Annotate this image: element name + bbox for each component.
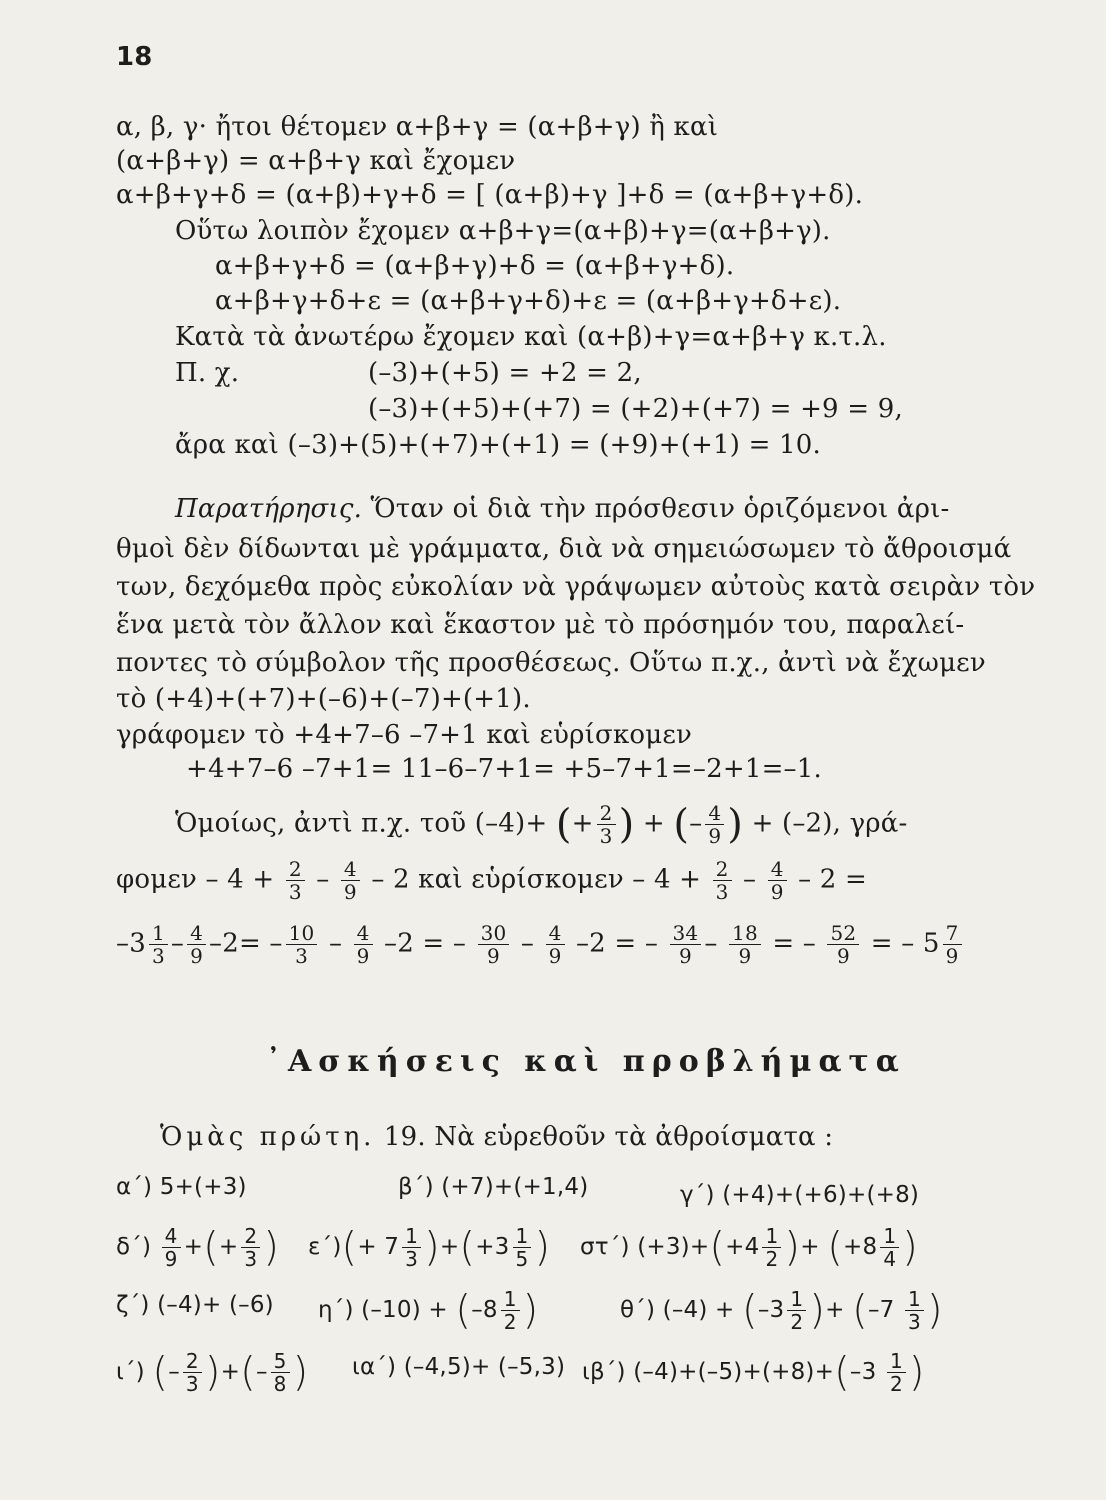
exercise-e: ε΄)(+ 7 $\frac{1}{3}$ )+(+3 $\frac{1}{5}$ )	[308, 1224, 551, 1271]
section-heading: ᾿Ασκήσεις καὶ προβλήματα	[266, 1044, 906, 1079]
open-paren: (	[203, 1224, 219, 1271]
group-label: Ὁμὰς πρώτη.	[160, 1122, 376, 1152]
similar-text: – 2 =	[798, 864, 867, 895]
open-paren: (	[709, 1224, 726, 1271]
similar-text: φομεν – 4 +	[116, 864, 275, 895]
exercise-c: γ΄) (+4)+(+6)+(+8)	[680, 1182, 920, 1208]
similar-text: Ὁμοίως, ἀντὶ π.χ. τοῦ (–4)+	[175, 808, 548, 839]
text-line: ἄρα καὶ (–3)+(5)+(+7)+(+1) = (+9)+(+1) = 10.	[175, 430, 821, 460]
close-paren: )	[727, 801, 744, 848]
exercise-label: θ΄) (–4) +	[620, 1297, 735, 1323]
close-paren: )	[902, 1224, 919, 1271]
exercise-a: α΄) 5+(+3)	[116, 1174, 247, 1200]
remark-text: Ὅταν οἱ διὰ τὴν πρόσθεσιν ὁριζόμενοι ἀρι-	[362, 494, 950, 524]
text-line: (–3)+(+5)+(+7) = (+2)+(+7) = +9 = 9,	[368, 394, 903, 424]
close-paren: )	[292, 1349, 309, 1396]
fraction: $\frac{4}{9}$	[187, 922, 206, 967]
exercise-ia: ια΄) (–4,5)+ (–5,3)	[352, 1354, 566, 1380]
remark-line: ἕνα μετὰ τὸν ἄλλον καὶ ἕκαστον μὲ τὸ πρόσημόν του, παραλεί-	[116, 610, 965, 640]
fraction: $\frac{2}{3}$	[597, 802, 616, 847]
fraction: $\frac{1}{2}$	[762, 1225, 781, 1270]
fraction: $\frac{2}{3}$	[713, 858, 732, 903]
fraction: $\frac{52}{9}$	[827, 922, 859, 967]
close-paren: )	[618, 801, 635, 848]
exercise-label: ι΄)	[116, 1359, 145, 1385]
close-paren: )	[784, 1224, 801, 1271]
fraction: $\frac{2}{3}$	[241, 1225, 260, 1270]
page-number: 18	[116, 42, 153, 72]
fraction: $\frac{2}{3}$	[183, 1350, 202, 1395]
open-paren: (	[459, 1224, 476, 1271]
exercise-label: ε΄)	[308, 1234, 342, 1260]
fraction: $\frac{4}{9}$	[162, 1225, 181, 1270]
fraction: $\frac{7}{9}$	[943, 922, 962, 967]
open-paren: (	[152, 1349, 169, 1396]
text-line: (α+β+γ) = α+β+γ καὶ ἔχομεν	[116, 146, 516, 176]
fraction: $\frac{2}{3}$	[286, 858, 305, 903]
exercise-ib: ιβ΄) (–4)+(–5)+(+8)+(–3 $\frac{1}{2}$ )	[582, 1349, 925, 1396]
similar-line: Ὁμοίως, ἀντὶ π.χ. τοῦ (–4)+ (+ $\frac{2}{3}$ ) + (– $\frac{4}{9}$ ) + (–2), γρά-	[175, 801, 908, 848]
group-line	[160, 1120, 833, 1154]
text-line: Οὕτω λοιπὸν ἔχομεν α+β+γ=(α+β)+γ=(α+β+γ).	[175, 216, 831, 246]
fraction: $\frac{1}{3}$	[402, 1225, 421, 1270]
similar-text: – 2 καὶ εὑρίσκομεν – 4 +	[371, 864, 702, 895]
fraction: $\frac{4}{9}$	[354, 922, 373, 967]
exercise-d: δ΄) $\frac{4}{9}$ +(+ $\frac{2}{3}$ )	[116, 1224, 280, 1271]
text-line: Κατὰ τὰ ἀνωτέρω ἔχομεν καὶ (α+β)+γ=α+β+γ κ.τ.λ.	[175, 322, 887, 352]
exercise-h: η΄) (–10) + (–8 $\frac{1}{2}$ )	[318, 1287, 539, 1334]
open-paren: (	[341, 1224, 358, 1271]
close-paren: )	[522, 1287, 539, 1334]
remark-line: +4+7–6 –7+1= 11–6–7+1= +5–7+1=–2+1=–1.	[186, 754, 822, 784]
exercise-i: ι΄) (– $\frac{2}{3}$ )+(– $\frac{5}{8}$ )	[116, 1349, 309, 1396]
fraction: $\frac{4}{9}$	[768, 858, 787, 903]
similar-line: φομεν – 4 + $\frac{2}{3}$ – $\frac{4}{9}$ – 2 καὶ εὑρίσκομεν – 4 + $\frac{2}{3}$ – $\frac{4}{9}$ – 2 =	[116, 857, 867, 904]
exercise-label: στ΄) (+3)+	[580, 1234, 710, 1260]
example-label: Π. χ.	[175, 358, 240, 388]
close-paren: )	[424, 1224, 440, 1271]
open-paren: (	[742, 1287, 758, 1334]
remark-line: των, δεχόμεθα πρὸς εὐκολίαν νὰ γράψωμεν αὐτοὺς κατὰ σειρὰν τὸν	[116, 572, 1036, 602]
close-paren: )	[204, 1349, 221, 1396]
fraction: $\frac{1}{4}$	[880, 1225, 899, 1270]
group-text: 19. Νὰ εὑρεθοῦν τὰ ἀθροίσματα :	[375, 1122, 834, 1152]
fraction: $\frac{4}{9}$	[341, 858, 360, 903]
exercise-label: ιβ΄) (–4)+(–5)+(+8)+	[582, 1359, 835, 1385]
fraction: $\frac{1}{2}$	[501, 1288, 520, 1333]
fraction: $\frac{30}{9}$	[478, 922, 510, 967]
fraction: $\frac{1}{3}$	[905, 1288, 924, 1333]
remark-label: Παρατήρησις.	[175, 494, 363, 524]
text-line: (–3)+(+5) = +2 = 2,	[368, 358, 642, 388]
exercise-label: δ΄)	[116, 1234, 152, 1260]
text-line: α, β, γ· ἤτοι θέτομεν α+β+γ = (α+β+γ) ἢ καὶ	[116, 112, 719, 142]
text-line: α+β+γ+δ = (α+β)+γ+δ = [ (α+β)+γ ]+δ = (α+β+γ+δ).	[116, 180, 864, 210]
close-paren: )	[534, 1224, 551, 1271]
open-paren: (	[827, 1224, 844, 1271]
similar-text: + (–2), γρά-	[751, 808, 908, 839]
calculation-line: –3 $\frac{1}{3}$ – $\frac{4}{9}$ –2= – $\frac{10}{3}$ – $\frac{4}{9}$ –2 = – $\frac{30}{9}$ – $\frac{4}{9}$ –2 = – $\frac{34}{9}$ – $\frac{18}{9}$ = – $\frac{52}{9}$ = – 5 $\frac{7}{9}$	[116, 922, 965, 967]
fraction: $\frac{1}{2}$	[887, 1350, 906, 1395]
open-paren: (	[673, 801, 690, 848]
remark-line: γράφομεν τὸ +4+7–6 –7+1 καὶ εὑρίσκομεν	[116, 720, 693, 750]
exercise-z: ζ΄) (–4)+ (–6)	[116, 1292, 274, 1318]
close-paren: )	[809, 1287, 826, 1334]
remark-line: θμοὶ δὲν δίδωνται μὲ γράμματα, διὰ νὰ σημειώσωμεν τὸ ἄθροισμά	[116, 534, 1012, 564]
fraction: $\frac{1}{2}$	[787, 1288, 806, 1333]
fraction: $\frac{4}{9}$	[546, 922, 565, 967]
remark-line: τὸ (+4)+(+7)+(–6)+(–7)+(+1).	[116, 684, 531, 714]
open-paren: (	[555, 801, 572, 848]
close-paren: )	[263, 1224, 280, 1271]
open-paren: (	[240, 1349, 256, 1396]
fraction: $\frac{34}{9}$	[670, 922, 702, 967]
open-paren: (	[834, 1349, 850, 1396]
exercise-b: β΄) (+7)+(+1,4)	[398, 1174, 589, 1200]
exercise-label: η΄) (–10) +	[318, 1297, 448, 1323]
similar-text: +	[642, 808, 665, 839]
fraction: $\frac{1}{5}$	[513, 1225, 532, 1270]
open-paren: (	[455, 1287, 472, 1334]
fraction: $\frac{18}{9}$	[729, 922, 761, 967]
remark-line: ποντες τὸ σύμβολον τῆς προσθέσεως. Οὕτω π.χ., ἀντὶ νὰ ἔχωμεν	[116, 648, 986, 678]
text-line: α+β+γ+δ = (α+β+γ)+δ = (α+β+γ+δ).	[215, 251, 735, 281]
close-paren: )	[926, 1287, 943, 1334]
exercise-th: θ΄) (–4) + (–3 $\frac{1}{2}$ )+ (–7 $\frac{1}{3}$ )	[620, 1287, 943, 1334]
fraction: $\frac{1}{3}$	[149, 922, 168, 967]
open-paren: (	[852, 1287, 868, 1334]
fraction: $\frac{4}{9}$	[705, 802, 724, 847]
close-paren: )	[908, 1349, 925, 1396]
fraction: $\frac{5}{8}$	[271, 1350, 290, 1395]
exercise-st: στ΄) (+3)+(+4 $\frac{1}{2}$ )+ (+8 $\frac{1}{4}$ )	[580, 1224, 919, 1271]
remark-line	[175, 492, 950, 526]
fraction: $\frac{10}{3}$	[286, 922, 318, 967]
text-line: α+β+γ+δ+ε = (α+β+γ+δ)+ε = (α+β+γ+δ+ε).	[215, 286, 842, 316]
